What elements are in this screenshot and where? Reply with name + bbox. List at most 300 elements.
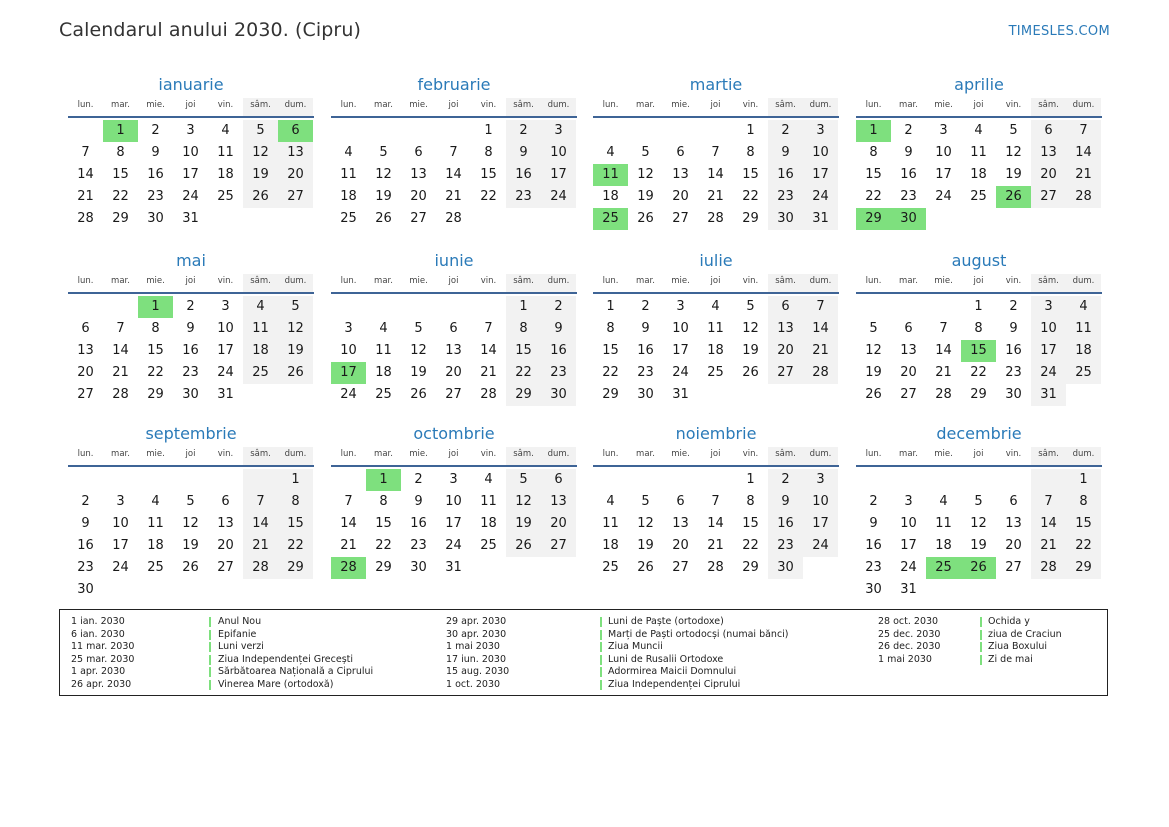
day-cell: 28 [935,387,952,402]
weekday-label: mar. [111,276,130,286]
legend-date: 26 apr. 2030 [71,679,132,690]
day-cell: 19 [865,365,882,380]
day-cell: 4 [974,123,983,138]
empty-day-cell [243,384,278,406]
month-iulie [593,248,839,406]
day-cell: 14 [935,343,952,358]
day-cell: 10 [900,516,917,531]
holiday-legend [59,609,1108,696]
day-cell: 20 [900,365,917,380]
day-cell: 31 [182,211,199,226]
day-cell: 25 [602,560,619,575]
day-cell: 5 [186,494,195,509]
day-cell: 4 [344,145,353,160]
day-grid [593,294,839,406]
weekday-label: lun. [340,449,357,459]
day-cell: 12 [375,167,392,182]
day-cell: 23 [410,538,427,553]
legend-marker [600,667,602,677]
day-cell: 16 [900,167,917,182]
empty-day-cell [996,469,1031,491]
day-cell: 16 [1005,343,1022,358]
day-cell: 7 [484,321,493,336]
day-cell: 22 [602,365,619,380]
day-cell: 12 [506,491,541,513]
day-cell: 28 [707,560,724,575]
empty-day-cell [541,557,576,579]
day-cell: 20 [278,164,313,186]
day-cell: 4 [243,296,278,318]
month-name: iunie [434,251,474,270]
day-cell: 7 [1031,491,1066,513]
empty-day-cell [506,208,541,230]
day-cell: 23 [77,560,94,575]
empty-day-cell [663,120,698,142]
day-cell: 11 [1066,318,1101,340]
day-cell: 6 [1031,120,1066,142]
weekday-label: mar. [636,100,655,110]
day-cell: 20 [1005,538,1022,553]
day-cell: 15 [602,343,619,358]
holiday-day-cell: 6 [278,120,313,142]
day-cell: 13 [278,142,313,164]
holiday-day-cell: 1 [103,120,138,142]
weekday-label: vin. [742,276,759,286]
day-cell: 16 [865,538,882,553]
day-cell: 18 [1066,340,1101,362]
day-cell: 17 [217,343,234,358]
day-cell: 17 [541,164,576,186]
day-cell: 20 [1031,164,1066,186]
day-cell: 25 [217,189,234,204]
day-cell: 22 [742,538,759,553]
day-cell: 8 [379,494,388,509]
day-cell: 11 [340,167,357,182]
day-cell: 7 [711,494,720,509]
month-name: februarie [417,75,491,94]
day-cell: 6 [768,296,803,318]
day-cell: 29 [1066,557,1101,579]
weekday-label: dum. [278,274,313,292]
weekday-label: mie. [409,100,428,110]
weekday-label: dum. [803,274,838,292]
day-cell: 12 [742,321,759,336]
legend-holiday-name: Sărbătoarea Națională a Ciprului [218,666,374,678]
weekday-label: joi [973,276,984,286]
day-cell: 15 [1066,513,1101,535]
day-cell: 3 [116,494,125,509]
day-cell: 28 [1066,186,1101,208]
day-cell: 8 [746,145,755,160]
day-cell: 2 [768,469,803,491]
day-cell: 19 [742,343,759,358]
day-cell: 7 [1066,120,1101,142]
empty-day-cell [1031,579,1066,601]
weekday-label: vin. [742,100,759,110]
empty-day-cell [926,296,961,318]
day-cell: 18 [970,167,987,182]
weekday-label: mar. [374,276,393,286]
empty-day-cell [628,469,663,491]
day-cell: 28 [77,211,94,226]
day-cell: 21 [1031,535,1066,557]
day-grid [68,118,314,230]
weekday-label: joi [448,100,459,110]
day-cell: 13 [1031,142,1066,164]
day-cell: 24 [112,560,129,575]
day-cell: 21 [480,365,497,380]
legend-holiday-name: Ziua Muncii [608,641,663,653]
day-cell: 1 [974,299,983,314]
day-cell: 8 [869,145,878,160]
day-cell: 25 [480,538,497,553]
day-cell: 22 [375,538,392,553]
empty-day-cell [436,296,471,318]
day-cell: 4 [221,123,230,138]
day-cell: 26 [742,365,759,380]
day-cell: 9 [506,142,541,164]
weekday-header [68,98,314,118]
day-cell: 3 [803,469,838,491]
holiday-day-cell: 30 [891,208,926,230]
legend-holiday-name: Marți de Paști ortodocși (numai bănci) [608,628,789,640]
month-name: mai [176,251,206,270]
day-cell: 13 [1005,516,1022,531]
day-cell: 10 [672,321,689,336]
day-cell: 23 [865,560,882,575]
day-cell: 10 [340,343,357,358]
day-cell: 2 [541,296,576,318]
day-cell: 18 [480,516,497,531]
weekday-label: mar. [899,100,918,110]
empty-day-cell [331,469,366,491]
holiday-day-cell: 1 [138,296,173,318]
weekday-label: lun. [602,276,619,286]
day-cell: 26 [865,387,882,402]
day-cell: 21 [340,538,357,553]
empty-day-cell [103,296,138,318]
day-cell: 11 [147,516,164,531]
weekday-label: mie. [671,276,690,286]
day-cell: 17 [672,343,689,358]
weekday-label: mie. [934,276,953,286]
legend-date: 1 ian. 2030 [71,616,125,627]
day-cell: 3 [541,120,576,142]
day-cell: 23 [768,535,803,557]
empty-day-cell [331,296,366,318]
day-cell: 12 [970,516,987,531]
month-noiembrie [593,421,839,579]
empty-day-cell [1031,208,1066,230]
legend-marker [980,617,982,627]
day-cell: 21 [1066,164,1101,186]
legend-date: 1 mai 2030 [878,653,932,665]
day-cell: 12 [637,516,654,531]
day-cell: 15 [278,513,313,535]
day-cell: 29 [375,560,392,575]
day-cell: 15 [147,343,164,358]
day-cell: 2 [768,120,803,142]
weekday-label: mie. [671,449,690,459]
day-cell: 13 [768,318,803,340]
day-cell: 30 [410,560,427,575]
weekday-label: mie. [146,449,165,459]
day-grid [593,467,839,579]
day-cell: 2 [641,299,650,314]
day-cell: 30 [182,387,199,402]
weekday-label: sâm. [506,274,541,292]
day-cell: 28 [480,387,497,402]
weekday-label: joi [185,100,196,110]
day-cell: 6 [541,469,576,491]
day-cell: 26 [182,560,199,575]
day-cell: 26 [243,186,278,208]
day-cell: 17 [1031,340,1066,362]
legend-holiday-name: Ochida y [988,616,1030,627]
day-cell: 31 [803,208,838,230]
day-cell: 18 [707,343,724,358]
day-cell: 10 [803,142,838,164]
empty-day-cell [996,579,1031,601]
empty-day-cell [68,296,103,318]
day-cell: 24 [217,365,234,380]
empty-day-cell [1066,384,1101,406]
weekday-label: joi [710,100,721,110]
day-cell: 15 [112,167,129,182]
day-cell: 22 [506,362,541,384]
day-cell: 4 [939,494,948,509]
day-cell: 6 [904,321,913,336]
day-cell: 27 [672,560,689,575]
day-cell: 15 [742,167,759,182]
holiday-day-cell: 25 [926,557,961,579]
legend-holiday-name: Anul Nou [218,616,262,627]
day-cell: 8 [278,491,313,513]
empty-day-cell [278,579,313,601]
day-cell: 16 [637,343,654,358]
weekday-label: vin. [480,276,497,286]
weekday-label: joi [185,276,196,286]
weekday-label: sâm. [243,274,278,292]
day-cell: 26 [637,211,654,226]
empty-day-cell [436,120,471,142]
day-cell: 7 [116,321,125,336]
day-cell: 23 [1005,365,1022,380]
day-cell: 12 [278,318,313,340]
legend-date: 1 oct. 2030 [446,679,501,690]
day-cell: 21 [707,189,724,204]
legend-row [60,654,1107,667]
day-cell: 14 [112,343,129,358]
day-cell: 14 [480,343,497,358]
day-cell: 8 [484,145,493,160]
month-iunie [331,248,577,406]
empty-day-cell [926,208,961,230]
legend-date: 11 mar. 2030 [71,641,135,653]
day-cell: 3 [1031,296,1066,318]
month-ianuarie [68,72,314,230]
day-cell: 4 [606,494,615,509]
holiday-day-cell: 26 [996,186,1031,208]
day-cell: 18 [602,189,619,204]
weekday-label: lun. [602,449,619,459]
day-grid [68,294,314,406]
weekday-label: mie. [671,100,690,110]
weekday-label: dum. [803,447,838,465]
day-cell: 5 [746,299,755,314]
page-title: Calendarul anului 2030. (Cipru) [59,19,361,41]
empty-day-cell [1066,579,1101,601]
empty-day-cell [996,208,1031,230]
weekday-label: mar. [111,100,130,110]
day-cell: 23 [900,189,917,204]
day-cell: 30 [768,208,803,230]
empty-day-cell [593,469,628,491]
legend-date: 25 mar. 2030 [71,653,135,665]
weekday-label: sâm. [1031,98,1066,116]
day-cell: 10 [182,145,199,160]
day-cell: 5 [869,321,878,336]
weekday-label: sâm. [506,447,541,465]
day-cell: 24 [900,560,917,575]
weekday-label: dum. [278,98,313,116]
day-cell: 5 [414,321,423,336]
day-cell: 26 [278,362,313,384]
day-cell: 27 [1005,560,1022,575]
empty-day-cell [173,469,208,491]
day-cell: 9 [768,142,803,164]
day-cell: 11 [970,145,987,160]
legend-marker [600,680,602,690]
month-name: august [951,251,1007,270]
empty-day-cell [68,469,103,491]
empty-day-cell [366,120,401,142]
day-cell: 16 [768,513,803,535]
day-cell: 23 [182,365,199,380]
empty-day-cell [471,208,506,230]
day-cell: 15 [742,516,759,531]
day-cell: 11 [602,516,619,531]
holiday-day-cell: 17 [331,362,366,384]
legend-date: 29 apr. 2030 [446,616,507,627]
day-cell: 24 [182,189,199,204]
day-cell: 24 [803,186,838,208]
day-cell: 8 [974,321,983,336]
day-cell: 3 [904,494,913,509]
day-cell: 13 [410,167,427,182]
day-cell: 12 [865,343,882,358]
day-cell: 2 [904,123,913,138]
day-cell: 31 [672,387,689,402]
day-cell: 25 [707,365,724,380]
day-cell: 17 [900,538,917,553]
legend-holiday-name: Ziua Boxului [988,641,1047,653]
empty-day-cell [471,557,506,579]
day-cell: 14 [707,516,724,531]
day-cell: 11 [935,516,952,531]
day-cell: 20 [541,513,576,535]
weekday-label: vin. [1005,276,1022,286]
legend-date: 1 mai 2030 [446,641,500,653]
day-cell: 1 [484,123,493,138]
weekday-label: lun. [77,100,94,110]
day-cell: 27 [768,362,803,384]
month-mai [68,248,314,406]
day-cell: 2 [186,299,195,314]
legend-holiday-name: Luni verzi [218,641,264,653]
day-cell: 18 [602,538,619,553]
legend-date: 30 apr. 2030 [446,628,507,640]
day-cell: 4 [379,321,388,336]
day-cell: 25 [1066,362,1101,384]
weekday-label: sâm. [243,98,278,116]
day-cell: 20 [672,538,689,553]
day-cell: 27 [445,387,462,402]
weekday-label: mar. [374,449,393,459]
day-cell: 18 [147,538,164,553]
day-cell: 28 [112,387,129,402]
weekday-label: lun. [340,100,357,110]
day-cell: 19 [182,538,199,553]
legend-marker [980,655,982,665]
day-cell: 10 [112,516,129,531]
day-cell: 3 [676,299,685,314]
empty-day-cell [401,120,436,142]
day-cell: 1 [746,472,755,487]
day-cell: 18 [243,340,278,362]
day-cell: 2 [869,494,878,509]
legend-holiday-name: Epifanie [218,628,257,640]
weekday-header [331,274,577,294]
day-cell: 22 [112,189,129,204]
holiday-day-cell: 25 [593,208,628,230]
day-cell: 2 [1009,299,1018,314]
weekday-label: vin. [742,449,759,459]
weekday-label: mie. [409,449,428,459]
empty-day-cell [803,557,838,579]
empty-day-cell [698,384,733,406]
empty-day-cell [961,469,996,491]
day-cell: 26 [637,560,654,575]
day-cell: 16 [506,164,541,186]
day-cell: 17 [112,538,129,553]
day-cell: 10 [217,321,234,336]
weekday-header [593,274,839,294]
holiday-day-cell: 1 [366,469,401,491]
day-cell: 22 [865,189,882,204]
weekday-label: dum. [278,447,313,465]
day-cell: 12 [182,516,199,531]
empty-day-cell [243,469,278,491]
day-cell: 4 [711,299,720,314]
empty-day-cell [208,208,243,230]
day-cell: 6 [414,145,423,160]
empty-day-cell [926,579,961,601]
day-cell: 14 [340,516,357,531]
weekday-label: mar. [111,449,130,459]
day-cell: 21 [935,365,952,380]
day-cell: 16 [410,516,427,531]
day-cell: 16 [77,538,94,553]
day-cell: 3 [939,123,948,138]
weekday-label: lun. [602,100,619,110]
brand-link[interactable]: TIMESLES.COM [1008,24,1110,39]
weekday-label: lun. [77,276,94,286]
day-cell: 15 [865,167,882,182]
day-cell: 9 [186,321,195,336]
weekday-label: dum. [541,274,576,292]
empty-day-cell [856,469,891,491]
